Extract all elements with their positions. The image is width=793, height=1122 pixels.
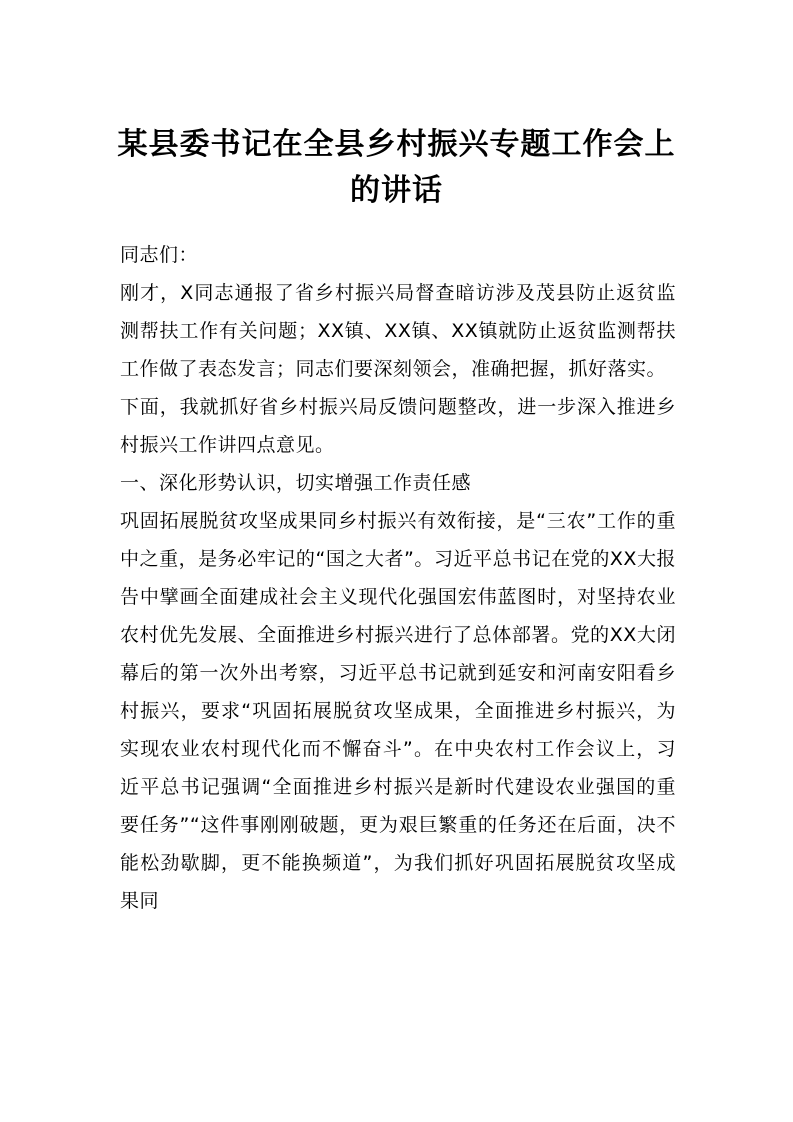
body-paragraph: 巩固拓展脱贫攻坚成果同乡村振兴有效衔接，是“三农”工作的重中之重，是务必牢记的“国之大者”。习近平总书记在党的XX大报告中擘画全面建成社会主义现代化强国宏伟蓝图时，对坚持农业农村优先发展、全面推进乡村振兴进行了总体部署。党的XX大闭幕后的第一次外出考察，习近平总书记就到延安和河南安阳看乡村振兴，要求“巩固拓展脱贫攻坚成果，全面推进乡村振兴，为实现农业农村现代化而不懈奋斗”。在中央农村工作会议上，习近平总书记强调“全面推进乡村振兴是新时代建设农业强国的重要任务”“这件事刚刚破题，更为艰巨繁重的任务还在后面，决不能松劲歇脚，更不能换频道”，为我们抓好巩固拓展脱贫攻坚成果同 xyxy=(120,510,676,912)
section-heading: 一、深化形势认识，切实增强工作责任感 xyxy=(120,472,472,494)
document-body xyxy=(120,236,676,920)
document-title: 某县委书记在全县乡村振兴专题工作会上的讲话 xyxy=(117,127,676,208)
salutation: 同志们： xyxy=(120,244,199,266)
body-paragraph: 刚才，X同志通报了省乡村振兴局督查暗访涉及茂县防止返贫监测帮扶工作有关问题；XX镇、XX镇、XX镇就防止返贫监测帮扶工作做了表态发言；同志们要深刻领会，准确把握，抓好落实。 xyxy=(120,282,676,380)
body-paragraph: 下面，我就抓好省乡村振兴局反馈问题整改，进一步深入推进乡村振兴工作讲四点意见。 xyxy=(120,396,676,456)
